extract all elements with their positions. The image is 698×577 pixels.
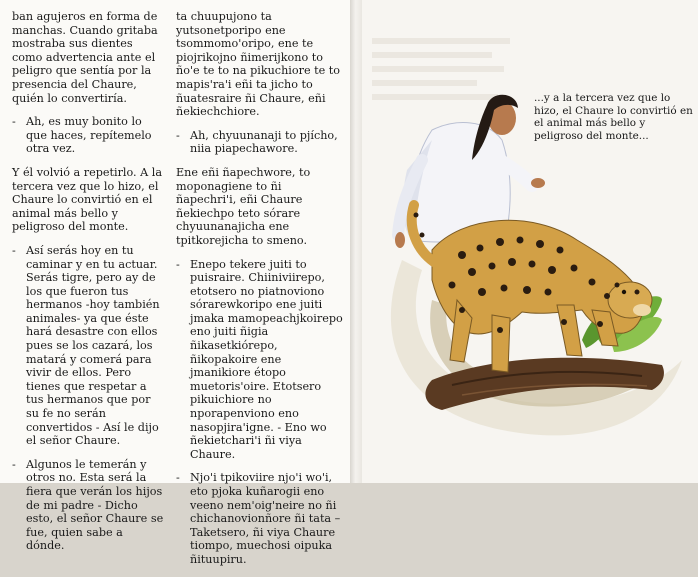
dialogue-text: Ah, es muy bonito lo que haces, repítemelo otra vez.: [26, 115, 152, 156]
dash-mark: -: [12, 243, 16, 257]
paragraph: Ene eñi ñapechwore, to moponagiene to ñi ñapechri'i, eñi Chaure ñekiechpo teto sórare chyuunanajicha ene tpitkorejicha to smeno.: [176, 165, 311, 247]
dialogue-text: Enepo tekere juiti to puisraire. Chiiniviirepo, etotsero no piatnoviono sórarewkoripo ene juiti jmaka mamopeachjkoirepo eno juiti ñigia ñikasetkiórepo, ñikopakoire ene jmanikiore étopo muetoris'oire. Etotsero pikuichiore no nporapenviono eno nasopjira'igne. - Eno wo ñekietchari'i ñi viya Chaure.: [190, 257, 343, 461]
dash-mark: -: [12, 115, 16, 129]
dialogue-text: Ah, chyuunanaji to pjícho, niia piapechawore.: [190, 128, 338, 156]
chaure-jaguar-illustration: [362, 0, 698, 483]
dash-mark: -: [176, 471, 180, 485]
dialogue-line: [12, 458, 164, 553]
dialogue-text: Njo'i tpikoviire njo'i wo'i, eto pjoka kuñarogii eno veeno nem'oig'neire no ñi chichanovionñore ñi tata – Taketsero, ñi viya Chaure tiompo, muechosi oipuka ñituupiru.: [190, 471, 341, 566]
dash-mark: -: [12, 457, 16, 471]
left-column-spanish: [12, 0, 164, 563]
dialogue-line: [12, 115, 164, 156]
dialogue-text: Algunos le temerán y otros no. Esta será la fiera que verán los hijos de mi padre - Dicho esto, el señor Chaure se fue, quien sabe a dónde.: [26, 457, 164, 553]
paragraph: Y él volvió a repetirlo. A la tercera vez que lo hizo, el Chaure lo convirtió en el animal más bello y peligroso del monte.: [12, 165, 163, 234]
illustration-caption: ...y a la tercera vez que lo hizo, el Chaure lo convirtió en el animal más bello y peligroso del monte...: [534, 92, 693, 142]
left-page: [0, 0, 352, 566]
right-page: [362, 0, 698, 483]
paragraph: ta chuupujono ta yutsonetporipo ene tsommomo'oripo, ene te piojrikojno ñimerijkono to ño'e te to na pikuchiore te to mapis'ra'i eñi ta jicho to ñuatesraire ñi Chaure, eñi ñekiechchiore.: [176, 10, 341, 119]
dialogue-text: Así serás hoy en tu caminar y en tu actuar. Serás tigre, pero ay de los que fueron tus hermanos -hoy también animales- ya que éste hará desastre con ellos pues se los cazará, los matará y comerá para vivir de ellos. Pero tienes que respetar a tus hermanos que por su fe no serán convertidos - Así le dijo el señor Chaure.: [26, 243, 160, 448]
dash-mark: -: [176, 257, 180, 271]
chaure-hand: [531, 178, 545, 188]
paragraph: ban agujeros en forma de manchas. Cuando gritaba mostraba sus dientes como advertencia ante el peligro que sentía por la presencia del Chaure, quién lo convertiría.: [12, 10, 158, 105]
dialogue-line: [176, 471, 344, 566]
dash-mark: -: [176, 128, 180, 142]
dialogue-line: [12, 244, 164, 448]
dialogue-line: [176, 258, 344, 462]
left-column-native: [176, 0, 344, 577]
chaure-hand: [395, 232, 405, 248]
dialogue-line: [176, 129, 344, 156]
